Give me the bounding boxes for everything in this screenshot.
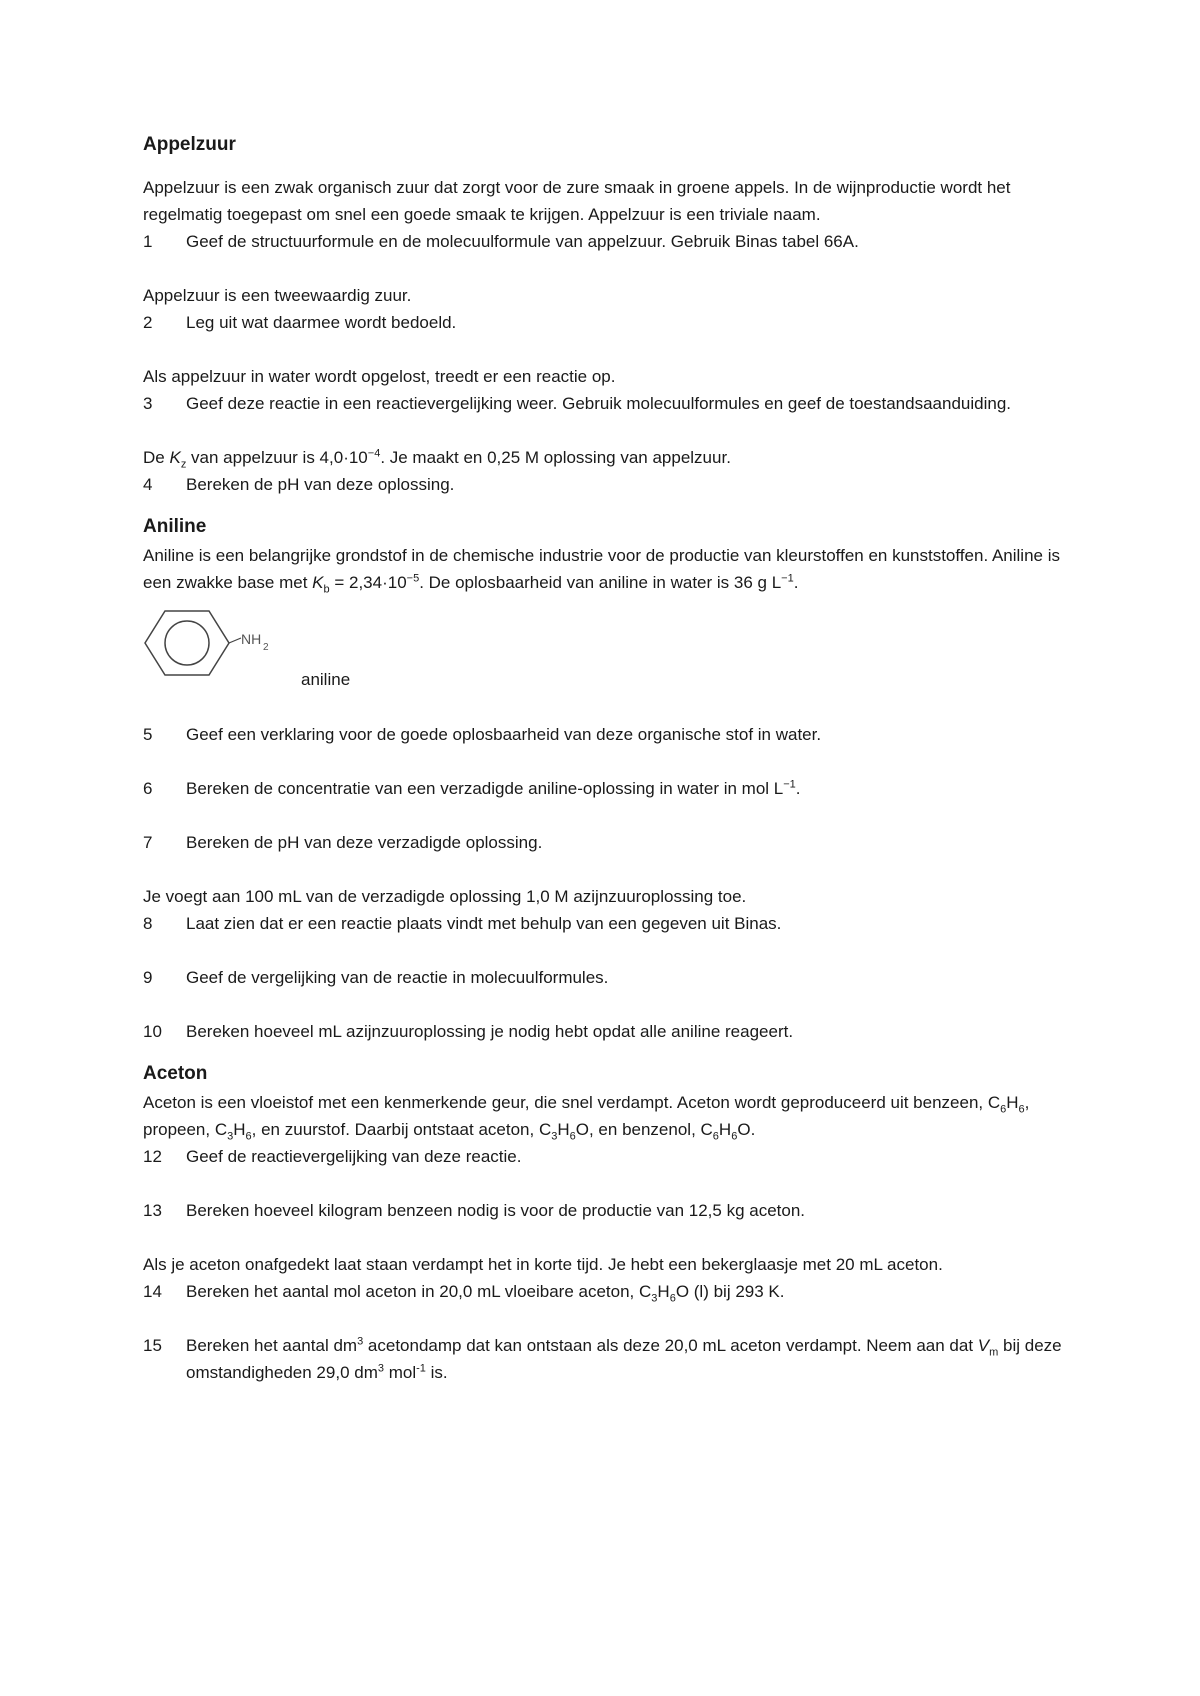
question-14: [143, 1278, 1073, 1305]
question-4: [143, 471, 1073, 498]
question-text: Bereken het aantal mol aceton in 20,0 mL vloeibare aceton, $C_3H_6O$ (l) bij 293 K.: [186, 1282, 785, 1305]
question-number: 5: [143, 725, 153, 744]
section-title-appelzuur: Appelzuur: [143, 134, 236, 155]
question-number: 3: [143, 394, 153, 413]
formula-benzeen: $C_6H_6$: [987, 1093, 1025, 1116]
appelzuur-intro: Appelzuur is een zwak organisch zuur dat zorgt voor de zure smaak in groene appels. In de wijnproductie wordt het regelmatig toegepast om snel een goede smaak te krijgen. Appelzuur is een triviale naam.: [143, 178, 1011, 224]
appelzuur-paragraph: Appelzuur is een tweewaardig zuur.: [143, 286, 412, 305]
question-number: 4: [143, 475, 153, 494]
question-text: Geef deze reactie in een reactievergelijking weer. Gebruik molecuulformules en geef de toestandsaanduiding.: [186, 394, 1011, 413]
question-text: Geef de structuurformule en de molecuulformule van appelzuur. Gebruik Binas tabel 66A.: [186, 232, 859, 251]
question-text: Bereken de concentratie van een verzadigde aniline-oplossing in water in mol $L^{-1}$.: [186, 778, 801, 798]
ka-paragraph: De $K_z$ van appelzuur is $4,0\cdot 10^{-4}$. Je maakt en 0,25 M oplossing van appelzuur.: [143, 447, 731, 471]
question-number: 7: [143, 833, 153, 852]
nh2-subscript: 2: [263, 642, 269, 653]
nh2-label: NH: [241, 631, 262, 647]
question-text: Bereken het aantal $dm^3$ acetondamp dat kan ontstaan als deze 20,0 mL aceton verdampt. Neem aan dat $V_m$ bij deze omstandigheden 29,0 $dm^3$ mol$^{-1}$ is.: [186, 1335, 1062, 1382]
question-text: Geef de reactievergelijking van deze reactie.: [186, 1147, 522, 1166]
question-text: Geef een verklaring voor de goede oplosbaarheid van deze organische stof in water.: [186, 725, 822, 744]
question-12: [143, 1143, 1073, 1170]
question-number: 2: [143, 313, 153, 332]
question-number: 9: [143, 968, 153, 987]
formula-propeen: $C_3H_6$: [214, 1120, 252, 1143]
question-10: [143, 1018, 1073, 1045]
aceton-intro: Aceton is een vloeistof met een kenmerkende geur, die snel verdampt. Aceton wordt geproduceerd uit benzeen, $C_6H_6$, propeen, $C_3H_6$, en zuurstof. Daarbij ontstaat aceton, $C_3H_6O$, en benzenol, $C_6H_6O$.: [143, 1093, 1030, 1143]
question-13: [143, 1197, 1073, 1224]
question-9: [143, 964, 1073, 991]
question-number: 15: [143, 1336, 162, 1355]
question-number: 14: [143, 1282, 162, 1301]
question-text: Bereken hoeveel kilogram benzeen nodig is voor de productie van 12,5 kg aceton.: [186, 1201, 806, 1220]
question-number: 8: [143, 914, 153, 933]
aniline-structure-figure: [143, 596, 1073, 721]
formula-benzenol: $C_6H_6O$: [700, 1120, 751, 1143]
question-3: [143, 390, 1073, 417]
figure-caption: aniline: [301, 670, 351, 689]
question-text: Leg uit wat daarmee wordt bedoeld.: [186, 313, 457, 332]
question-text: Bereken hoeveel mL azijnzuuroplossing je nodig hebt opdat alle aniline reageert.: [186, 1022, 794, 1041]
formula-aceton: $C_3H_6O$: [538, 1120, 589, 1143]
benzene-ring-icon: [143, 606, 273, 686]
document-page: [143, 130, 1073, 1386]
question-text: Bereken de pH van deze verzadigde oplossing.: [186, 833, 543, 852]
question-6: [143, 775, 1073, 802]
aceton-paragraph: Als je aceton onafgedekt laat staan verdampt het in korte tijd. Je hebt een bekerglaasje met 20 mL aceton.: [143, 1255, 943, 1274]
question-number: 1: [143, 232, 153, 251]
question-number: 6: [143, 779, 153, 798]
question-text: Laat zien dat er een reactie plaats vindt met behulp van een gegeven uit Binas.: [186, 914, 782, 933]
question-text: Geef de vergelijking van de reactie in molecuulformules.: [186, 968, 609, 987]
question-number: 10: [143, 1022, 162, 1041]
section-title-aceton: Aceton: [143, 1063, 208, 1084]
appelzuur-paragraph: Als appelzuur in water wordt opgelost, treedt er een reactie op.: [143, 367, 616, 386]
question-number: 13: [143, 1201, 162, 1220]
question-2: [143, 309, 1073, 336]
question-15: [143, 1332, 1073, 1386]
question-5: [143, 721, 1073, 748]
question-text: Bereken de pH van deze oplossing.: [186, 475, 455, 494]
aniline-intro: Aniline is een belangrijke grondstof in de chemische industrie voor de productie van kleurstoffen en kunststoffen. Aniline is een zwakke base met $K_b = 2,34\cdot 10^{-5}$. De oplosbaarheid van aniline in water is 36 g $L^{-1}$.: [143, 546, 1060, 596]
aniline-paragraph: Je voegt aan 100 mL van de verzadigde oplossing 1,0 M azijnzuuroplossing toe.: [143, 887, 747, 906]
question-8: [143, 910, 1073, 937]
question-1: [143, 228, 1073, 255]
section-title-aniline: Aniline: [143, 516, 207, 537]
question-number: 12: [143, 1147, 162, 1166]
question-7: [143, 829, 1073, 856]
